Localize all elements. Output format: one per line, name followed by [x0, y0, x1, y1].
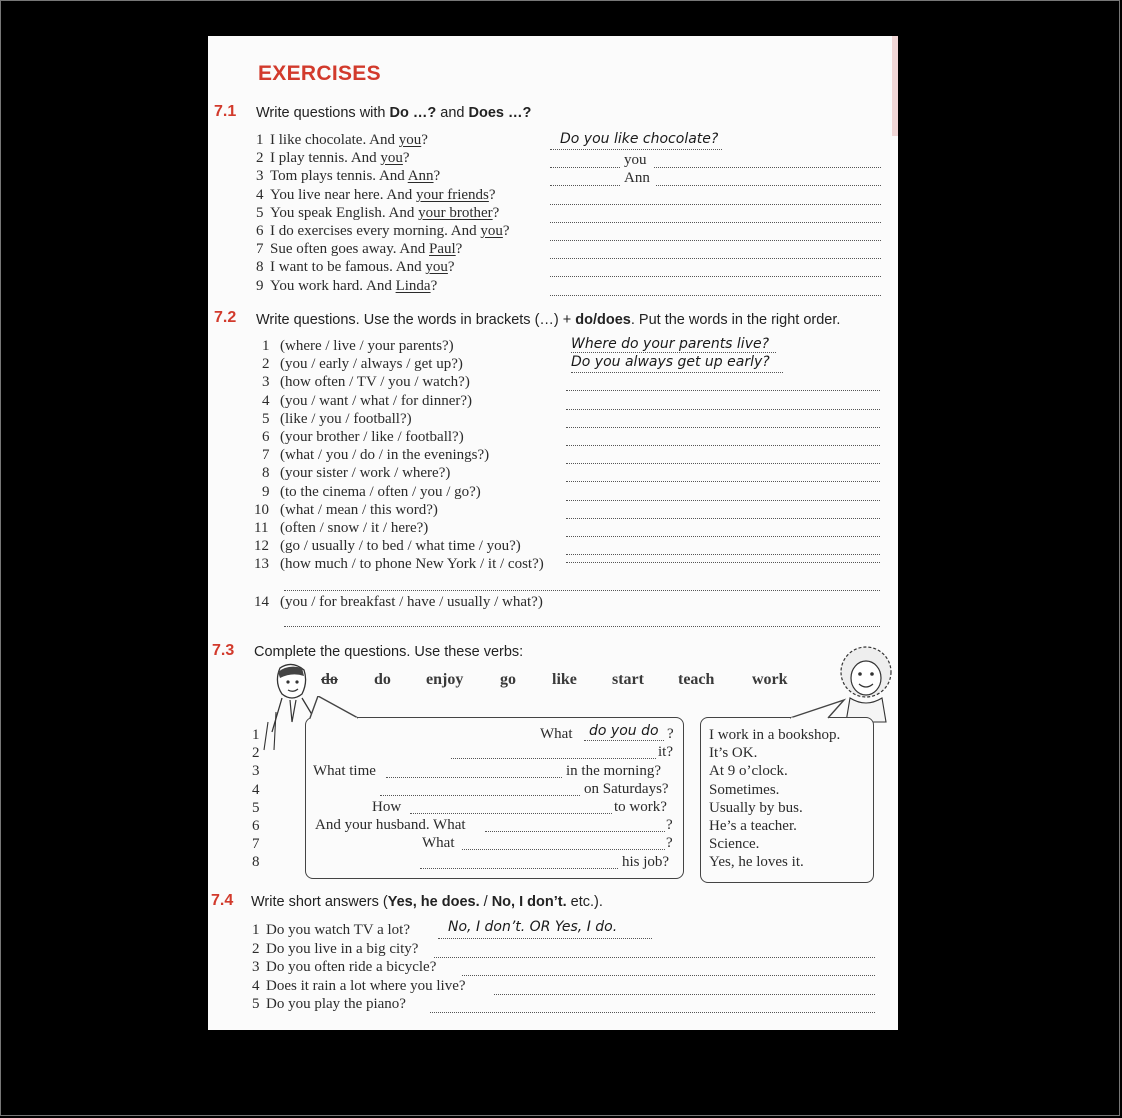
item-underlined-subject: Linda: [395, 277, 431, 294]
item-text: I do exercises every morning. And: [270, 223, 481, 239]
item-text-end: ?: [433, 168, 441, 185]
dialogue-line-number: 8: [252, 854, 260, 871]
answer-line[interactable]: [566, 562, 880, 563]
q1-end: ?: [667, 726, 674, 742]
answer-line[interactable]: [566, 518, 880, 519]
exercise-7-4-answer-1: No, I don’t. OR Yes, I do.: [448, 919, 618, 935]
item-text: You live near here. And: [270, 186, 416, 203]
exercise-7-2-item: [262, 393, 472, 410]
verb-do: do: [374, 671, 391, 688]
item-underlined-subject: Ann: [407, 168, 434, 185]
item-underlined-subject: your brother: [418, 204, 493, 221]
dialogue-line-number: 3: [252, 763, 260, 780]
exercise-7-4-item: [252, 941, 418, 958]
dialogue-answer: He’s a teacher.: [709, 818, 797, 834]
dialogue-answer: At 9 o’clock.: [709, 763, 788, 780]
exercise-7-2-item: [262, 374, 470, 391]
item-text: Do you often ride a bicycle?: [266, 959, 437, 976]
item-number: 7: [262, 447, 270, 464]
item-text: (how much / to phone New York / it / cost?): [280, 556, 544, 573]
answer-line[interactable]: [462, 975, 875, 976]
exercise-7-3-number: 7.3: [212, 642, 235, 659]
item-number: 12: [254, 538, 269, 555]
item-number: 1: [252, 922, 260, 938]
item-number: 5: [262, 410, 270, 427]
answer-line[interactable]: [550, 276, 881, 277]
page-edge-decoration: [892, 36, 898, 136]
answer-line[interactable]: [654, 167, 881, 168]
answer-line[interactable]: [550, 258, 881, 259]
item-text: Does it rain a lot where you live?: [266, 977, 466, 994]
verb-go: go: [500, 671, 516, 688]
item-text: I play tennis. And: [270, 150, 381, 167]
dialogue-line-number: 5: [252, 799, 260, 816]
item-number: 3: [262, 374, 270, 391]
item-number: 11: [254, 520, 269, 536]
exercise-7-1-item: [256, 187, 496, 204]
q1-start: What: [540, 726, 573, 742]
answer-line[interactable]: [550, 222, 881, 223]
q3-line[interactable]: [386, 777, 562, 778]
answer-line[interactable]: [284, 626, 880, 627]
q1-line: [584, 740, 664, 741]
q8-end: his job?: [622, 854, 670, 870]
dialogue-line-number: 1: [252, 727, 260, 743]
verb-teach: teach: [678, 671, 715, 688]
dialogue-line-number: 6: [252, 818, 260, 834]
answer-line[interactable]: [284, 590, 880, 591]
exercise-7-1-hint-you: you: [624, 152, 647, 168]
q2-end: it?: [658, 744, 673, 760]
q6-start: And your husband. What: [315, 817, 466, 833]
exercise-7-2-item: [254, 502, 438, 519]
item-underlined-subject: you: [425, 259, 448, 276]
item-text: Do you live in a big city?: [266, 940, 419, 957]
q7-end: ?: [666, 835, 673, 851]
answer-line[interactable]: [566, 427, 880, 428]
item-number: 1: [262, 338, 270, 354]
item-number: 4: [256, 186, 264, 203]
question-bubble-tail: [308, 696, 368, 720]
item-text-end: ?: [455, 241, 463, 258]
dialogue-answer: I work in a bookshop.: [709, 727, 841, 743]
item-number: 5: [256, 204, 264, 221]
item-text: You work hard. And: [270, 277, 396, 294]
exercise-7-1-instructions: Write questions with Do …? and Does …?: [256, 105, 532, 121]
item-text: I like chocolate. And: [270, 132, 399, 148]
dialogue-line-number: 2: [252, 745, 260, 762]
q3-end: in the morning?: [566, 763, 661, 779]
answer-line[interactable]: [656, 185, 881, 186]
answer-line[interactable]: [566, 481, 880, 482]
q5-end: to work?: [614, 799, 667, 815]
item-text: (often / snow / it / here?): [280, 520, 429, 536]
exercise-7-2-item: [254, 594, 543, 611]
answer-line[interactable]: [566, 390, 880, 391]
item-number: 5: [252, 996, 260, 1013]
workbook-page: [208, 36, 898, 1030]
verb-like: like: [552, 671, 577, 688]
exercise-7-1-item: [256, 259, 455, 276]
item-text: (what / you / do / in the evenings?): [280, 447, 490, 464]
item-number: 6: [256, 223, 264, 239]
answer-line[interactable]: [550, 167, 620, 168]
item-text: (your sister / work / where?): [280, 465, 451, 482]
answer-line[interactable]: [566, 554, 880, 555]
item-number: 9: [262, 483, 270, 500]
item-text: (what / mean / this word?): [280, 501, 438, 518]
answer-line: [550, 149, 722, 150]
item-number: 13: [254, 556, 269, 573]
item-text: (where / live / your parents?): [280, 338, 454, 354]
answer-line[interactable]: [430, 1012, 875, 1013]
answer-line[interactable]: [434, 957, 875, 958]
exercise-7-2-item: [254, 556, 544, 573]
item-text: (to the cinema / often / you / go?): [280, 483, 481, 500]
item-underlined-subject: you: [480, 223, 503, 239]
item-text: (your brother / like / football?): [280, 429, 464, 445]
exercise-7-2-answer-1: Where do your parents live?: [571, 336, 770, 352]
answer-line: [438, 938, 652, 939]
q6-line[interactable]: [485, 831, 665, 832]
item-text: (you / for breakfast / have / usually / what?): [280, 594, 543, 610]
q5-start: How: [372, 799, 402, 815]
verb-do-crossed: do: [321, 671, 338, 688]
item-text: You speak English. And: [270, 204, 419, 221]
page-title: EXERCISES: [258, 62, 381, 85]
exercise-7-2-item: [262, 429, 464, 446]
item-text-end: ?: [502, 223, 510, 239]
item-text-end: ?: [447, 259, 455, 276]
item-underlined-subject: you: [398, 132, 422, 148]
item-number: 9: [256, 277, 264, 294]
exercise-7-4-item: [252, 922, 410, 939]
exercise-7-1-item: [256, 241, 462, 258]
exercise-7-2-item: [262, 465, 450, 482]
exercise-7-4-number: 7.4: [211, 892, 234, 909]
exercise-7-1-item: [256, 205, 499, 222]
verb-work: work: [752, 671, 788, 688]
exercise-7-2-item: [262, 356, 463, 373]
dialogue-answer: Science.: [709, 836, 760, 853]
exercise-7-2-item: [262, 484, 481, 501]
dialogue-answer: Sometimes.: [709, 781, 780, 798]
item-number: 8: [262, 465, 270, 482]
q4-line[interactable]: [380, 795, 580, 796]
exercise-7-1-item: [256, 168, 440, 185]
exercise-7-1-hint-ann: Ann: [624, 170, 650, 186]
item-text: (like / you / football?): [280, 410, 412, 427]
answer-bubble-tail: [788, 698, 848, 720]
item-number: 6: [262, 429, 270, 445]
verb-start: start: [612, 671, 644, 688]
item-text-end: ?: [488, 186, 496, 203]
item-number: 7: [256, 241, 264, 258]
answer-line[interactable]: [571, 372, 783, 373]
exercise-7-1-item: [256, 223, 510, 240]
item-text-end: ?: [402, 150, 410, 167]
item-number: 1: [256, 132, 264, 148]
answer-line[interactable]: [550, 185, 620, 186]
item-text: I want to be famous. And: [270, 259, 426, 276]
item-text: Sue often goes away. And: [270, 241, 429, 258]
exercise-7-2-number: 7.2: [214, 309, 237, 326]
item-number: 2: [262, 356, 270, 373]
exercise-7-4-item: [252, 978, 466, 995]
answer-line[interactable]: [550, 295, 881, 296]
exercise-7-2-instructions: Write questions. Use the words in brackets (…) + do/does. Put the words in the right order.: [256, 312, 841, 328]
dialogue-answer: It’s OK.: [709, 745, 758, 762]
q3-start: What time: [313, 763, 376, 779]
item-text-end: ?: [421, 132, 428, 148]
item-text: Do you play the piano?: [266, 996, 406, 1013]
item-number: 3: [252, 959, 260, 976]
item-text: (how often / TV / you / watch?): [280, 374, 470, 391]
exercise-7-2-item: [254, 538, 521, 555]
q2-line[interactable]: [451, 758, 656, 759]
exercise-7-4-item: [252, 996, 406, 1013]
answer-line[interactable]: [550, 240, 881, 241]
item-number: 10: [254, 501, 269, 518]
exercise-7-2-answer-2: Do you always get up early?: [571, 354, 770, 370]
exercise-7-4-instructions: Write short answers (Yes, he does. / No, I don’t. etc.).: [251, 894, 603, 910]
answer-line[interactable]: [566, 536, 880, 537]
q7-line[interactable]: [462, 849, 665, 850]
answer-line: [571, 352, 776, 353]
verb-enjoy: enjoy: [426, 671, 464, 688]
item-number: 8: [256, 259, 264, 276]
answer-line[interactable]: [566, 409, 880, 410]
q5-line[interactable]: [410, 813, 612, 814]
exercise-7-1-item: [256, 278, 437, 295]
answer-line[interactable]: [566, 445, 880, 446]
item-text-end: ?: [492, 204, 500, 221]
item-number: 14: [254, 594, 269, 610]
exercise-7-1-item: [256, 150, 410, 167]
exercise-7-2-item: [262, 411, 412, 428]
item-number: 4: [262, 392, 270, 409]
q1-answer: do you do: [589, 723, 659, 739]
exercise-7-1-answer-1: Do you like chocolate?: [560, 131, 719, 147]
item-text: (go / usually / to bed / what time / you?): [280, 538, 521, 555]
item-underlined-subject: Paul: [429, 241, 456, 258]
item-text: Tom plays tennis. And: [270, 168, 408, 185]
dialogue-answer: Usually by bus.: [709, 799, 803, 816]
item-number: 3: [256, 168, 264, 185]
dialogue-line-number: 4: [252, 781, 260, 798]
exercise-7-2-item: [262, 447, 489, 464]
item-text: Do you watch TV a lot?: [266, 922, 411, 938]
q6-end: ?: [666, 817, 673, 833]
dialogue-answer: Yes, he loves it.: [709, 854, 804, 871]
answer-line[interactable]: [494, 994, 875, 995]
exercise-7-3-instructions: Complete the questions. Use these verbs:: [254, 644, 524, 660]
answer-line[interactable]: [566, 500, 880, 501]
q7-start: What: [422, 835, 455, 851]
dialogue-line-number: 7: [252, 836, 260, 853]
item-text: (you / early / always / get up?): [280, 356, 463, 373]
exercise-7-1-item: [256, 132, 428, 149]
item-number: 2: [256, 150, 264, 167]
item-text: (you / want / what / for dinner?): [280, 392, 473, 409]
q4-end: on Saturdays?: [584, 781, 669, 797]
item-underlined-subject: your friends: [415, 186, 489, 203]
item-number: 2: [252, 940, 260, 957]
item-number: 4: [252, 977, 260, 994]
exercise-7-2-item: [254, 520, 428, 537]
item-underlined-subject: you: [380, 150, 403, 167]
item-text-end: ?: [430, 277, 438, 294]
answer-line[interactable]: [566, 463, 880, 464]
exercise-7-1-number: 7.1: [214, 103, 237, 120]
q8-line[interactable]: [420, 868, 618, 869]
exercise-7-2-item: [262, 338, 454, 355]
exercise-7-4-item: [252, 959, 436, 976]
answer-line[interactable]: [550, 204, 881, 205]
